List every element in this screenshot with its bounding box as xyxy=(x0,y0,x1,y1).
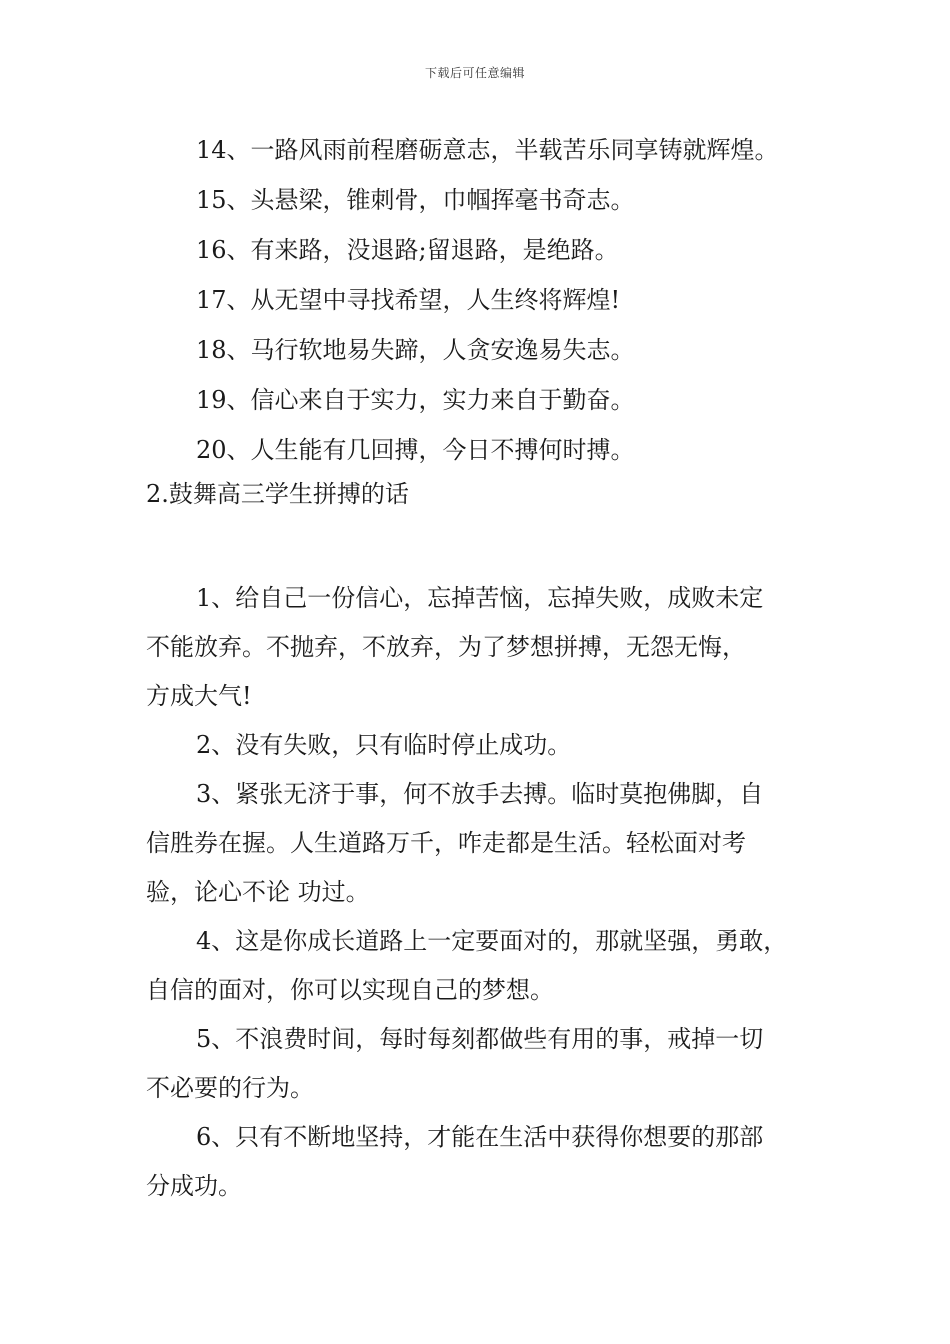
paragraph-line: 不必要的行为。 xyxy=(146,1074,314,1102)
quote-list-2 xyxy=(146,574,836,1211)
quote-list-1 xyxy=(146,128,836,478)
paragraph-first-line: 2、没有失败，只有临时停止成功。 xyxy=(196,731,572,759)
paragraph-line: 不能放弃。不抛弃，不放弃，为了梦想拼搏，无怨无悔， xyxy=(146,633,746,661)
list-item: 20、人生能有几回搏，今日不搏何时搏。 xyxy=(196,436,635,464)
paragraph xyxy=(146,721,836,770)
paragraph xyxy=(146,1113,836,1211)
list-item: 17、从无望中寻找希望，人生终将辉煌! xyxy=(196,286,621,314)
list-item: 14、一路风雨前程磨砺意志，半载苦乐同享铸就辉煌。 xyxy=(196,136,779,164)
list-item: 15、头悬梁，锥刺骨，巾帼挥毫书奇志。 xyxy=(196,186,635,214)
list-item: 18、马行软地易失蹄，人贪安逸易失志。 xyxy=(196,336,635,364)
paragraph-line: 方成大气! xyxy=(146,682,252,710)
paragraph-first-line: 5、不浪费时间，每时每刻都做些有用的事，戒掉一切 xyxy=(196,1025,764,1053)
paragraph-line: 信胜券在握。人生道路万千，咋走都是生活。轻松面对考 xyxy=(146,829,746,857)
paragraph-first-line: 4、这是你成长道路上一定要面对的，那就坚强，勇敢， xyxy=(196,927,788,955)
header-note: 下载后可任意编辑 xyxy=(424,66,525,80)
paragraph-line: 分成功。 xyxy=(146,1172,242,1200)
paragraph xyxy=(146,770,836,917)
paragraph-first-line: 6、只有不断地坚持，才能在生活中获得你想要的那部 xyxy=(196,1123,764,1151)
paragraph-first-line: 1、给自己一份信心，忘掉苦恼，忘掉失败，成败未定 xyxy=(196,584,764,612)
paragraph-first-line: 3、紧张无济于事，何不放手去搏。临时莫抱佛脚，自 xyxy=(196,780,764,808)
paragraph xyxy=(146,1015,836,1113)
paragraph-line: 自信的面对，你可以实现自己的梦想。 xyxy=(146,976,554,1004)
list-item: 16、有来路，没退路;留退路，是绝路。 xyxy=(196,236,619,264)
paragraph xyxy=(146,574,836,721)
paragraph-line: 验，论心不论 功过。 xyxy=(146,878,370,906)
section-heading: 2.鼓舞高三学生拼搏的话 xyxy=(146,480,409,508)
list-item: 19、信心来自于实力，实力来自于勤奋。 xyxy=(196,386,635,414)
paragraph xyxy=(146,917,836,1015)
